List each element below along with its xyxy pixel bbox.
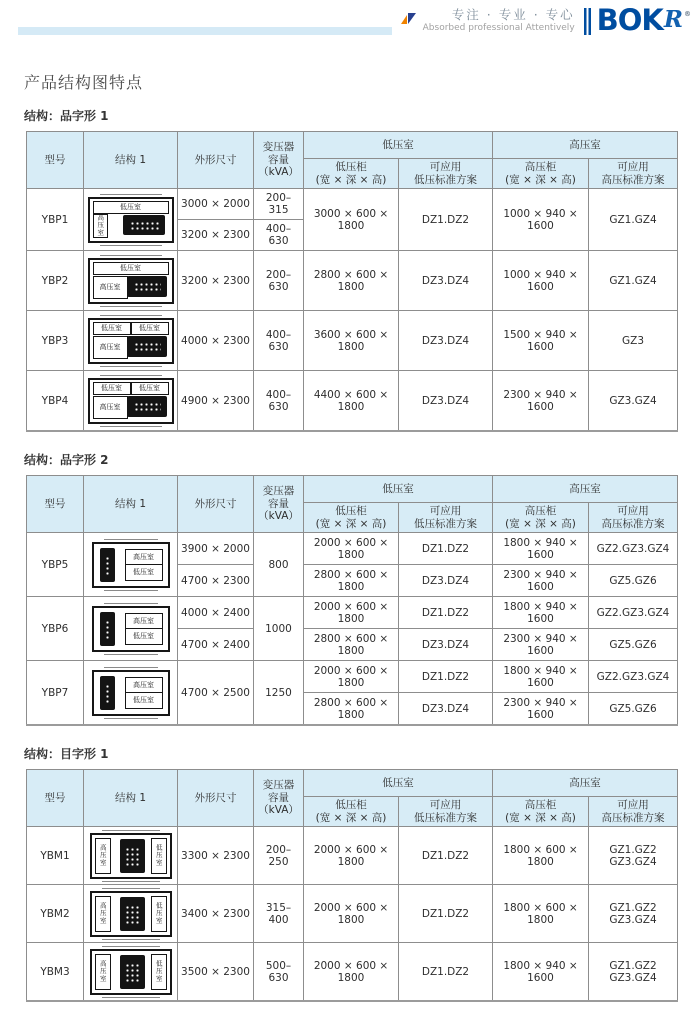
lv-room-label: 低压室 bbox=[133, 695, 154, 704]
col-hv-scheme bbox=[589, 159, 678, 189]
col-structure: 结构 1 bbox=[84, 770, 178, 827]
col-capacity bbox=[254, 132, 304, 189]
lv-cabinet-cell: 2000 × 600 × 1800 bbox=[304, 827, 399, 885]
col-structure: 结构 1 bbox=[84, 476, 178, 533]
lv-scheme-cell: DZ3.DZ4 bbox=[399, 251, 493, 311]
dimension-tick bbox=[104, 654, 158, 655]
spec-table-pin1 bbox=[26, 131, 678, 432]
hv-scheme-line1: GZ1.GZ2 bbox=[609, 959, 657, 972]
hv-room-box bbox=[93, 276, 128, 299]
diagram-cell bbox=[84, 189, 178, 251]
triangle-blue-icon bbox=[408, 13, 416, 24]
model-cell: YBP5 bbox=[27, 533, 84, 597]
table-row bbox=[27, 597, 678, 629]
col-lv-room: 低压室 bbox=[304, 476, 493, 503]
col-lv-cabinet-l2: (宽 × 深 × 高) bbox=[315, 173, 387, 186]
col-hv-room: 高压室 bbox=[493, 770, 678, 797]
dim-cell: 3200 × 2300 bbox=[178, 251, 254, 311]
dimension-tick bbox=[100, 315, 162, 316]
diagram-cell bbox=[84, 371, 178, 432]
table-row bbox=[27, 943, 678, 1002]
dimension-tick bbox=[104, 590, 158, 591]
lv-room-box bbox=[93, 382, 131, 395]
col-capacity-l3: （kVA） bbox=[258, 804, 299, 817]
col-capacity-l2: 容量 bbox=[268, 497, 289, 510]
diagram-cell bbox=[84, 311, 178, 371]
hv-cabinet-cell: 1800 × 940 × 1600 bbox=[493, 597, 589, 629]
dim-cell: 4700 × 2400 bbox=[178, 629, 254, 661]
page-title: 产品结构图特点 bbox=[24, 73, 144, 92]
lv-room-label: 低压室 bbox=[139, 383, 160, 392]
lv-room-label: 低压室 bbox=[101, 323, 122, 332]
col-dimensions: 外形尺寸 bbox=[178, 770, 254, 827]
col-capacity-l3: （kVA） bbox=[258, 166, 299, 179]
col-lv-cabinet bbox=[304, 503, 399, 533]
table-row bbox=[27, 661, 678, 693]
lv-scheme-cell: DZ3.DZ4 bbox=[399, 565, 493, 597]
lv-room-box bbox=[125, 628, 163, 645]
lv-scheme-cell: DZ1.DZ2 bbox=[399, 533, 493, 565]
hv-cabinet-cell: 2300 × 940 × 1600 bbox=[493, 629, 589, 661]
brand-slogan bbox=[423, 7, 575, 34]
col-capacity-l1: 变压器 bbox=[262, 779, 295, 792]
hv-cabinet-cell: 1500 × 940 × 1600 bbox=[493, 311, 589, 371]
hv-cabinet-cell: 2300 × 940 × 1600 bbox=[493, 565, 589, 597]
lv-room-label: 低压室 bbox=[139, 323, 160, 332]
capacity-cell: 400–630 bbox=[254, 311, 304, 371]
lv-room-label: 低压室 bbox=[133, 567, 154, 576]
capacity-cell: 200–315 bbox=[254, 189, 304, 220]
lv-room-label: 低压室 bbox=[154, 844, 163, 867]
dimension-tick bbox=[100, 245, 162, 246]
lv-scheme-cell: DZ1.DZ2 bbox=[399, 189, 493, 251]
hv-room-label: 高压室 bbox=[98, 960, 107, 983]
dimension-tick bbox=[100, 306, 162, 307]
hv-cabinet-cell: 1800 × 940 × 1600 bbox=[493, 661, 589, 693]
col-capacity-l1: 变压器 bbox=[262, 141, 295, 154]
col-capacity-l2: 容量 bbox=[268, 153, 289, 166]
hv-cabinet-cell: 2300 × 940 × 1600 bbox=[493, 371, 589, 432]
dim-cell: 3900 × 2000 bbox=[178, 533, 254, 565]
col-lv-cabinet-l1: 低压柜 bbox=[335, 798, 367, 811]
lv-room-label: 低压室 bbox=[154, 902, 163, 925]
hv-scheme-cell bbox=[589, 827, 678, 885]
section-heading-mu1: 结构：目字形 1 bbox=[24, 747, 109, 761]
slogan-chinese: 专注 · 专业 · 专心 bbox=[451, 7, 575, 22]
structure-diagram-ybp3 bbox=[88, 318, 174, 364]
col-model: 型号 bbox=[27, 770, 84, 827]
dim-cell: 4000 × 2400 bbox=[178, 597, 254, 629]
col-capacity-l2: 容量 bbox=[268, 791, 289, 804]
diagram-outline bbox=[88, 378, 174, 424]
hv-room-label: 高压室 bbox=[99, 342, 121, 351]
lv-room-label: 低压室 bbox=[154, 960, 163, 983]
lv-scheme-cell: DZ3.DZ4 bbox=[399, 311, 493, 371]
diagram-outline bbox=[88, 197, 174, 243]
lv-scheme-cell: DZ1.DZ2 bbox=[399, 597, 493, 629]
capacity-cell: 500–630 bbox=[254, 943, 304, 1002]
col-hv-scheme-l2: 高压标准方案 bbox=[601, 173, 665, 186]
col-hv-cabinet-l1: 高压柜 bbox=[524, 160, 557, 173]
hv-cabinet-cell: 2300 × 940 × 1600 bbox=[493, 693, 589, 726]
hv-scheme-line1: GZ1.GZ2 bbox=[609, 901, 657, 914]
diagram-cell bbox=[84, 885, 178, 943]
dim-cell: 4700 × 2300 bbox=[178, 565, 254, 597]
lv-scheme-cell: DZ3.DZ4 bbox=[399, 693, 493, 726]
diagram-outline bbox=[88, 258, 174, 304]
dimension-tick bbox=[100, 375, 162, 376]
lv-scheme-cell: DZ1.DZ2 bbox=[399, 827, 493, 885]
hv-scheme-cell bbox=[589, 885, 678, 943]
capacity-cell: 315–400 bbox=[254, 885, 304, 943]
hv-room-label: 高压室 bbox=[133, 616, 154, 625]
lv-room-label: 低压室 bbox=[120, 263, 141, 272]
dimension-tick bbox=[102, 830, 160, 831]
table-row bbox=[27, 533, 678, 565]
hv-cabinet-cell: 1800 × 600 × 1800 bbox=[493, 827, 589, 885]
capacity-cell: 1250 bbox=[254, 661, 304, 726]
col-hv-scheme bbox=[589, 797, 678, 827]
structure-diagram-ybm2 bbox=[90, 891, 172, 937]
hv-scheme-cell: GZ3.GZ4 bbox=[589, 371, 678, 432]
col-lv-cabinet bbox=[304, 159, 399, 189]
lv-room-box bbox=[93, 201, 169, 214]
col-lv-scheme-l1: 可应用 bbox=[429, 160, 462, 173]
model-cell: YBP7 bbox=[27, 661, 84, 726]
logo-divider-bars bbox=[584, 8, 591, 35]
diagram-cell bbox=[84, 943, 178, 1002]
hv-scheme-cell: GZ3 bbox=[589, 311, 678, 371]
col-lv-scheme-l2: 低压标准方案 bbox=[414, 517, 477, 530]
structure-diagram-ybp6 bbox=[92, 606, 170, 652]
transformer-icon bbox=[127, 336, 167, 357]
table-row bbox=[27, 189, 678, 220]
hv-scheme-cell bbox=[589, 943, 678, 1002]
model-cell: YBM3 bbox=[27, 943, 84, 1002]
section-heading-pin2: 结构：品字形 2 bbox=[24, 453, 109, 467]
dimension-tick bbox=[102, 881, 160, 882]
col-hv-cabinet-l2: (宽 × 深 × 高) bbox=[505, 517, 576, 530]
diagram-outline bbox=[92, 606, 170, 652]
lv-room-box bbox=[125, 692, 163, 709]
col-dimensions: 外形尺寸 bbox=[178, 132, 254, 189]
dim-cell: 3500 × 2300 bbox=[178, 943, 254, 1002]
hv-scheme-line1: GZ1.GZ2 bbox=[609, 843, 657, 856]
hv-cabinet-cell: 1000 × 940 × 1600 bbox=[493, 251, 589, 311]
col-hv-cabinet bbox=[493, 503, 589, 533]
lv-scheme-cell: DZ3.DZ4 bbox=[399, 371, 493, 432]
hv-scheme-line2: GZ3.GZ4 bbox=[609, 913, 657, 926]
hv-room-box bbox=[93, 214, 108, 238]
col-lv-cabinet-l1: 低压柜 bbox=[335, 160, 367, 173]
col-hv-cabinet-l1: 高压柜 bbox=[524, 504, 557, 517]
dimension-tick bbox=[102, 888, 160, 889]
structure-diagram-ybp4 bbox=[88, 378, 174, 424]
capacity-cell: 1000 bbox=[254, 597, 304, 661]
hv-scheme-cell: GZ2.GZ3.GZ4 bbox=[589, 597, 678, 629]
col-hv-scheme-l2: 高压标准方案 bbox=[601, 811, 665, 824]
col-hv-cabinet bbox=[493, 159, 589, 189]
structure-diagram-ybp2 bbox=[88, 258, 174, 304]
col-lv-cabinet-l2: (宽 × 深 × 高) bbox=[315, 517, 387, 530]
section-heading-pin1: 结构：品字形 1 bbox=[24, 109, 109, 123]
transformer-icon bbox=[100, 676, 115, 710]
col-hv-cabinet-l2: (宽 × 深 × 高) bbox=[505, 173, 576, 186]
diagram-outline bbox=[90, 891, 172, 937]
hv-scheme-line2: GZ3.GZ4 bbox=[609, 855, 657, 868]
col-lv-scheme-l2: 低压标准方案 bbox=[414, 811, 477, 824]
col-hv-scheme-l2: 高压标准方案 bbox=[601, 517, 665, 530]
hv-room-box bbox=[95, 896, 111, 932]
lv-scheme-cell: DZ1.DZ2 bbox=[399, 885, 493, 943]
lv-room-label: 低压室 bbox=[101, 383, 122, 392]
hv-room-box bbox=[95, 954, 111, 990]
col-capacity-l1: 变压器 bbox=[262, 485, 295, 498]
lv-cabinet-cell: 2000 × 600 × 1800 bbox=[304, 661, 399, 693]
table-row bbox=[27, 371, 678, 432]
model-cell: YBP2 bbox=[27, 251, 84, 311]
col-lv-scheme bbox=[399, 797, 493, 827]
lv-cabinet-cell: 2800 × 600 × 1800 bbox=[304, 251, 399, 311]
model-cell: YBP6 bbox=[27, 597, 84, 661]
lv-cabinet-cell: 2800 × 600 × 1800 bbox=[304, 693, 399, 726]
lv-room-box bbox=[131, 322, 169, 335]
transformer-icon bbox=[100, 548, 115, 582]
decor-strip bbox=[18, 27, 392, 35]
dimension-tick bbox=[100, 366, 162, 367]
hv-room-box bbox=[93, 336, 128, 359]
col-hv-scheme-l1: 可应用 bbox=[617, 798, 649, 811]
dimension-tick bbox=[104, 539, 158, 540]
triangle-orange-icon bbox=[401, 15, 407, 24]
lv-cabinet-cell: 4400 × 600 × 1800 bbox=[304, 371, 399, 432]
col-hv-scheme-l1: 可应用 bbox=[617, 504, 649, 517]
dimension-tick bbox=[102, 946, 160, 947]
lv-room-box bbox=[151, 896, 167, 932]
structure-diagram-ybm3 bbox=[90, 949, 172, 995]
col-lv-cabinet bbox=[304, 797, 399, 827]
registered-mark: ® bbox=[684, 10, 691, 18]
col-lv-room: 低压室 bbox=[304, 770, 493, 797]
lv-cabinet-cell: 2800 × 600 × 1800 bbox=[304, 565, 399, 597]
lv-room-box bbox=[93, 262, 169, 275]
table-row bbox=[27, 827, 678, 885]
dimension-tick bbox=[100, 194, 162, 195]
hv-scheme-cell: GZ1.GZ4 bbox=[589, 189, 678, 251]
col-hv-cabinet-l1: 高压柜 bbox=[524, 798, 557, 811]
diagram-outline bbox=[92, 670, 170, 716]
transformer-icon bbox=[120, 897, 145, 931]
col-dimensions: 外形尺寸 bbox=[178, 476, 254, 533]
transformer-icon bbox=[120, 955, 145, 989]
dimension-tick bbox=[104, 718, 158, 719]
model-cell: YBP3 bbox=[27, 311, 84, 371]
brand-logo-r bbox=[663, 6, 691, 33]
hv-room-label: 高压室 bbox=[133, 680, 154, 689]
hv-scheme-line2: GZ3.GZ4 bbox=[609, 971, 657, 984]
lv-cabinet-cell: 3000 × 600 × 1800 bbox=[304, 189, 399, 251]
lv-cabinet-cell: 2000 × 600 × 1800 bbox=[304, 533, 399, 565]
hv-scheme-cell: GZ2.GZ3.GZ4 bbox=[589, 661, 678, 693]
hv-room-box bbox=[95, 838, 111, 874]
transformer-icon bbox=[123, 215, 165, 235]
hv-room-label: 高压室 bbox=[98, 902, 107, 925]
col-capacity bbox=[254, 476, 304, 533]
dimension-tick bbox=[104, 667, 158, 668]
lv-cabinet-cell: 2800 × 600 × 1800 bbox=[304, 629, 399, 661]
table-row bbox=[27, 885, 678, 943]
col-capacity-l3: （kVA） bbox=[258, 510, 299, 523]
dim-cell: 4000 × 2300 bbox=[178, 311, 254, 371]
col-structure: 结构 1 bbox=[84, 132, 178, 189]
model-cell: YBP4 bbox=[27, 371, 84, 432]
col-model: 型号 bbox=[27, 476, 84, 533]
col-lv-scheme-l1: 可应用 bbox=[429, 798, 462, 811]
dim-cell: 4900 × 2300 bbox=[178, 371, 254, 432]
hv-cabinet-cell: 1800 × 940 × 1600 bbox=[493, 943, 589, 1002]
hv-room-label: 高压室 bbox=[98, 844, 107, 867]
spec-table-pin2 bbox=[26, 475, 678, 726]
col-lv-scheme-l2: 低压标准方案 bbox=[414, 173, 477, 186]
hv-scheme-cell: GZ5.GZ6 bbox=[589, 693, 678, 726]
lv-room-box bbox=[125, 564, 163, 581]
col-hv-room: 高压室 bbox=[493, 132, 678, 159]
lv-scheme-cell: DZ1.DZ2 bbox=[399, 943, 493, 1002]
model-cell: YBM1 bbox=[27, 827, 84, 885]
hv-room-label: 高压室 bbox=[99, 402, 121, 411]
diagram-outline bbox=[92, 542, 170, 588]
dim-cell: 4700 × 2500 bbox=[178, 661, 254, 726]
slogan-english: Absorbed professional Attentively bbox=[422, 23, 575, 33]
table-row bbox=[27, 251, 678, 311]
diagram-cell bbox=[84, 597, 178, 661]
hv-cabinet-cell: 1000 × 940 × 1600 bbox=[493, 189, 589, 251]
dim-cell: 3400 × 2300 bbox=[178, 885, 254, 943]
hv-room-box bbox=[93, 396, 128, 419]
col-capacity bbox=[254, 770, 304, 827]
lv-cabinet-cell: 2000 × 600 × 1800 bbox=[304, 597, 399, 629]
col-hv-cabinet bbox=[493, 797, 589, 827]
hv-cabinet-cell: 1800 × 600 × 1800 bbox=[493, 885, 589, 943]
hv-room-label: 高压室 bbox=[133, 552, 154, 561]
spec-table-mu1 bbox=[26, 769, 678, 1002]
dimension-tick bbox=[104, 603, 158, 604]
lv-room-box bbox=[151, 954, 167, 990]
lv-scheme-cell: DZ3.DZ4 bbox=[399, 629, 493, 661]
lv-room-label: 低压室 bbox=[133, 631, 154, 640]
capacity-cell: 200–250 bbox=[254, 827, 304, 885]
capacity-cell: 400–630 bbox=[254, 220, 304, 251]
structure-diagram-ybp7 bbox=[92, 670, 170, 716]
col-lv-cabinet-l2: (宽 × 深 × 高) bbox=[315, 811, 387, 824]
col-lv-scheme-l1: 可应用 bbox=[429, 504, 462, 517]
lv-room-box bbox=[151, 838, 167, 874]
transformer-icon bbox=[127, 396, 167, 417]
model-cell: YBP1 bbox=[27, 189, 84, 251]
col-hv-room: 高压室 bbox=[493, 476, 678, 503]
transformer-icon bbox=[127, 276, 167, 297]
diagram-outline bbox=[90, 949, 172, 995]
col-hv-scheme-l1: 可应用 bbox=[617, 160, 649, 173]
hv-scheme-cell: GZ2.GZ3.GZ4 bbox=[589, 533, 678, 565]
dimension-tick bbox=[100, 255, 162, 256]
hv-scheme-cell: GZ5.GZ6 bbox=[589, 565, 678, 597]
diagram-cell bbox=[84, 533, 178, 597]
model-cell: YBM2 bbox=[27, 885, 84, 943]
col-model: 型号 bbox=[27, 132, 84, 189]
diagram-cell bbox=[84, 251, 178, 311]
table-row bbox=[27, 311, 678, 371]
hv-room-label: 高压室 bbox=[96, 214, 105, 237]
dim-cell: 3300 × 2300 bbox=[178, 827, 254, 885]
lv-cabinet-cell: 3600 × 600 × 1800 bbox=[304, 311, 399, 371]
col-lv-scheme bbox=[399, 159, 493, 189]
diagram-outline bbox=[88, 318, 174, 364]
logo-triangles-icon bbox=[401, 7, 416, 24]
diagram-cell bbox=[84, 827, 178, 885]
col-lv-scheme bbox=[399, 503, 493, 533]
dim-cell: 3000 × 2000 bbox=[178, 189, 254, 220]
structure-diagram-ybp1 bbox=[88, 197, 174, 243]
dimension-tick bbox=[100, 426, 162, 427]
capacity-cell: 400–630 bbox=[254, 371, 304, 432]
lv-room-label: 低压室 bbox=[120, 202, 141, 211]
lv-scheme-cell: DZ1.DZ2 bbox=[399, 661, 493, 693]
transformer-icon bbox=[120, 839, 145, 873]
lv-cabinet-cell: 2000 × 600 × 1800 bbox=[304, 943, 399, 1002]
dimension-tick bbox=[102, 939, 160, 940]
transformer-icon bbox=[100, 612, 115, 646]
capacity-cell: 800 bbox=[254, 533, 304, 597]
lv-room-box bbox=[93, 322, 131, 335]
hv-scheme-cell: GZ5.GZ6 bbox=[589, 629, 678, 661]
col-lv-room: 低压室 bbox=[304, 132, 493, 159]
hv-cabinet-cell: 1800 × 940 × 1600 bbox=[493, 533, 589, 565]
col-hv-scheme bbox=[589, 503, 678, 533]
structure-diagram-ybm1 bbox=[90, 833, 172, 879]
structure-diagram-ybp5 bbox=[92, 542, 170, 588]
diagram-cell bbox=[84, 661, 178, 726]
diagram-outline bbox=[90, 833, 172, 879]
brand-header bbox=[401, 3, 691, 37]
lv-cabinet-cell: 2000 × 600 × 1800 bbox=[304, 885, 399, 943]
logo-r-letter: R bbox=[663, 6, 683, 33]
lv-room-box bbox=[131, 382, 169, 395]
hv-room-label: 高压室 bbox=[99, 282, 121, 291]
capacity-cell: 200–630 bbox=[254, 251, 304, 311]
col-lv-cabinet-l1: 低压柜 bbox=[335, 504, 367, 517]
col-hv-cabinet-l2: (宽 × 深 × 高) bbox=[505, 811, 576, 824]
dim-cell: 3200 × 2300 bbox=[178, 220, 254, 251]
dimension-tick bbox=[102, 997, 160, 998]
hv-scheme-cell: GZ1.GZ4 bbox=[589, 251, 678, 311]
brand-logo: BOK bbox=[596, 3, 663, 37]
